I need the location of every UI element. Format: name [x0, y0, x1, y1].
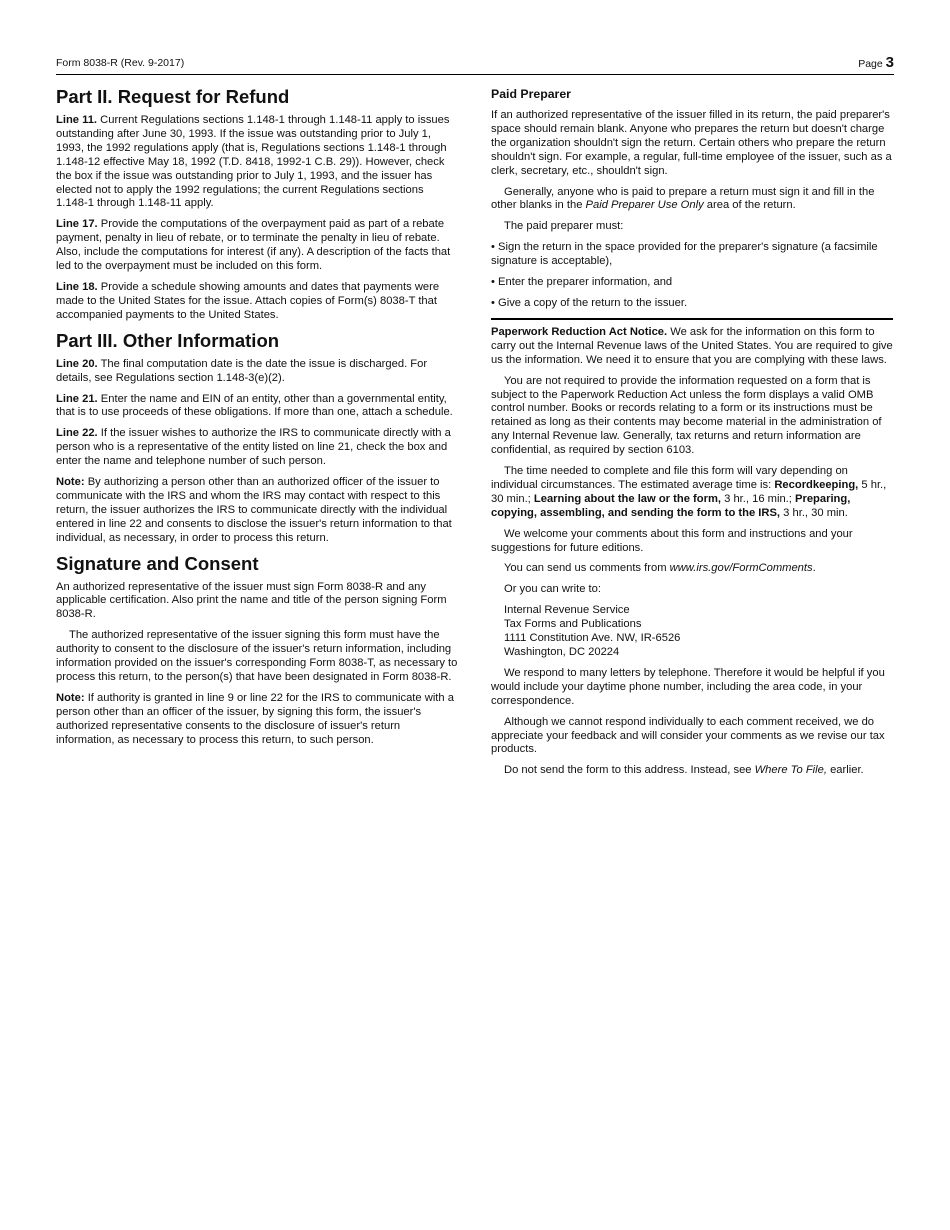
signature-paragraph-1: An authorized representative of the issuer must sign Form 8038-R and any applicable certification. Also print the name and title of the person signing Form 8038-R. — [56, 580, 447, 621]
line-20-text: The final computation date is the date the issue is discharged. For details, see Regulations section 1.148-3(e)(2). — [56, 357, 428, 384]
paid-preparer-paragraph-3: The paid preparer must: — [504, 220, 624, 233]
page-number — [858, 54, 894, 71]
page-label: Page — [858, 58, 883, 70]
text-span: We ask for the information on this form to carry out the Internal Revenue laws of the United States. You are required to give us the information. We need it to ensure that you are complying with these laws. — [491, 325, 893, 366]
part-iii-title: Part III. Other Information — [56, 329, 280, 351]
note-authorization-paragraph — [56, 476, 458, 546]
paid-preparer-paragraph-1: If an authorized representative of the issuer filled in its return, the paid preparer's space should remain blank. Anyone who prepares the return but doesn't charge the organization shouldn't sign the return. Certain others who prepare the return shouldn't sign. For example, a regular, full-time employee of the issuer, such as a clerk, secretary, etc., shouldn't sign. — [491, 109, 892, 177]
line-20-paragraph — [56, 358, 458, 386]
pra-paragraph-8: Although we cannot respond individually to each comment received, we do appreciate your feedback and will consider your comments as we revise our tax products. — [491, 715, 885, 756]
line-11-paragraph — [56, 114, 458, 211]
signature-paragraph-2: The authorized representative of the issuer signing this form must have the authority to consent to the disclosure of the issuer's return information, including information provided on the issuer's corresponding Form 8038-T, as necessary to process this return, to the person(s) that have been designated in Form 8038-R. — [56, 629, 458, 683]
note-consent-paragraph — [56, 692, 458, 748]
learning-label: Learning about the law or the form, — [533, 492, 721, 505]
text-span: 3 hr., 16 min.; — [721, 492, 795, 505]
pra-paragraph-4: We welcome your comments about this form and instructions and your suggestions for future editions. — [491, 527, 853, 554]
line-21-paragraph — [56, 393, 458, 421]
part-ii-title: Part II. Request for Refund — [56, 86, 290, 107]
page-number-value: 3 — [885, 54, 894, 71]
section-divider — [491, 318, 893, 320]
pra-paragraph-2: You are not required to provide the information requested on a form that is subject to the Paperwork Reduction Act unless the form displays a valid OMB control number. Books or records relating to a form or its instructions must be retained as long as their contents may become material in the administration of any Internal Revenue law. Generally, tax returns and return information are confidential, as required by section 6103. — [491, 374, 882, 457]
line-18-paragraph — [56, 281, 458, 323]
pra-paragraph-9 — [491, 764, 893, 778]
address-line: Tax Forms and Publications — [504, 618, 642, 631]
pra-paragraph-7: We respond to many letters by telephone. Therefore it would be helpful if you would include your daytime phone number, including the area code, in your correspondence. — [491, 666, 885, 707]
preparer-bullet-3: • Give a copy of the return to the issuer. — [491, 296, 688, 309]
line-11-label: Line 11. — [56, 114, 98, 126]
address-line: Internal Revenue Service — [504, 604, 630, 617]
where-to-file-ref: Where To File, — [754, 764, 827, 777]
paid-preparer-title: Paid Preparer — [491, 87, 571, 101]
signature-consent-title: Signature and Consent — [56, 552, 259, 574]
form-identifier: Form 8038-R (Rev. 9-2017) — [56, 57, 185, 69]
line-11-text: Current Regulations sections 1.148-1 through 1.148-11 apply to issues outstanding after June 30, 1993. If the issue was outstanding prior to July 1, 1993, the 1992 regulations apply (that is, Regulations sections 1.148-1 through 1.148-12 effective May 18, 1992 (T.D. 8418, 1992-1 C.B. 29)). However, check the box if the issue was outstanding prior to July 1, 1993, and the issuer has elected not to apply the 1992 regulations; the current Regulations sections 1.148-1 through 1.148-11 apply. — [56, 114, 450, 210]
address-line: 1111 Constitution Ave. NW, IR-6526 — [504, 632, 681, 645]
pra-paragraph-6: Or you can write to: — [504, 583, 601, 596]
page-header — [56, 54, 894, 75]
pra-paragraph-5 — [491, 562, 893, 576]
paid-preparer-use-only-ref: Paid Preparer Use Only — [585, 199, 704, 212]
line-20-label: Line 20. — [56, 357, 98, 370]
form-comments-url: www.irs.gov/FormComments — [669, 562, 813, 575]
line-17-label: Line 17. — [56, 218, 98, 231]
line-21-label: Line 21. — [56, 392, 98, 405]
text-span: earlier. — [826, 764, 864, 777]
note-text: If authority is granted in line 9 or line 22 for the IRS to communicate with a person other than an officer of the issuer, by signing this form, the issuer's authorized representative consents to the disclosure of issuer's return information, as necessary to process this return, to such person. — [56, 691, 454, 746]
text-span: area of the return. — [703, 199, 796, 212]
line-22-label: Line 22. — [56, 427, 98, 440]
line-17-text: Provide the computations of the overpayment paid as part of a rebate payment, penalty in lieu of rebate, or to terminate the penalty in lieu of rebate. Also, include the computations for interest (if any). A description of the facts that led to the overpayment must be included on this form. — [56, 218, 451, 273]
paperwork-reduction-notice — [491, 326, 893, 368]
line-18-text: Provide a schedule showing amounts and dates that payments were made to the United States for the issue. Attach copies of Form(s) 8038-T that accompanied payments to the United States. — [56, 280, 440, 321]
paperwork-reduction-label: Paperwork Reduction Act Notice. — [491, 325, 668, 338]
note-label: Note: — [56, 691, 85, 704]
line-22-text: If the issuer wishes to authorize the IRS to communicate directly with a person who is a representative of the entity listed on line 21, check the box and enter the name and telephone number of such person. — [56, 427, 451, 468]
line-18-label: Line 18. — [56, 280, 98, 293]
line-21-text: Enter the name and EIN of an entity, other than a governmental entity, that is to use proceeds of these obligations. If more than one, attach a schedule. — [56, 392, 453, 419]
text-span: 5 hr., 30 min.; — [491, 478, 887, 505]
line-17-paragraph — [56, 218, 458, 274]
left-column — [56, 84, 458, 755]
pra-paragraph-time-estimate — [491, 465, 893, 521]
line-22-paragraph — [56, 427, 458, 469]
text-span: The time needed to complete and file this form will vary depending on individual circumstances. The estimated average time is: — [491, 465, 848, 491]
note-label: Note: — [56, 476, 85, 489]
note-text: By authorizing a person other than an authorized officer of the issuer to communicate with the IRS and whom the IRS may contact with respect to this return, the issuer authorizes the IRS to communicate directly with the individual entered in line 22 and consents to disclose the issuer's return information to that individual, as necessary, in order to process this return. — [56, 476, 452, 544]
text-span: . — [812, 562, 816, 575]
paid-preparer-paragraph-2 — [491, 186, 893, 214]
text-span: Do not send the form to this address. Instead, see — [504, 764, 755, 777]
preparing-label: Preparing, copying, assembling, and sending the form to the IRS, — [491, 492, 851, 519]
text-span: You can send us comments from — [504, 562, 670, 575]
right-column — [491, 84, 893, 785]
text-span: 3 hr., 30 min. — [780, 506, 848, 519]
preparer-bullet-1: • Sign the return in the space provided for the preparer's signature (a facsimile signature is acceptable), — [491, 241, 878, 268]
recordkeeping-label: Recordkeeping, — [774, 478, 859, 491]
text-span: Generally, anyone who is paid to prepare a return must sign it and fill in the other blanks in the — [491, 185, 875, 212]
preparer-bullet-2: • Enter the preparer information, and — [491, 276, 673, 289]
mailing-address — [504, 604, 893, 660]
address-line: Washington, DC 20224 — [504, 646, 620, 658]
